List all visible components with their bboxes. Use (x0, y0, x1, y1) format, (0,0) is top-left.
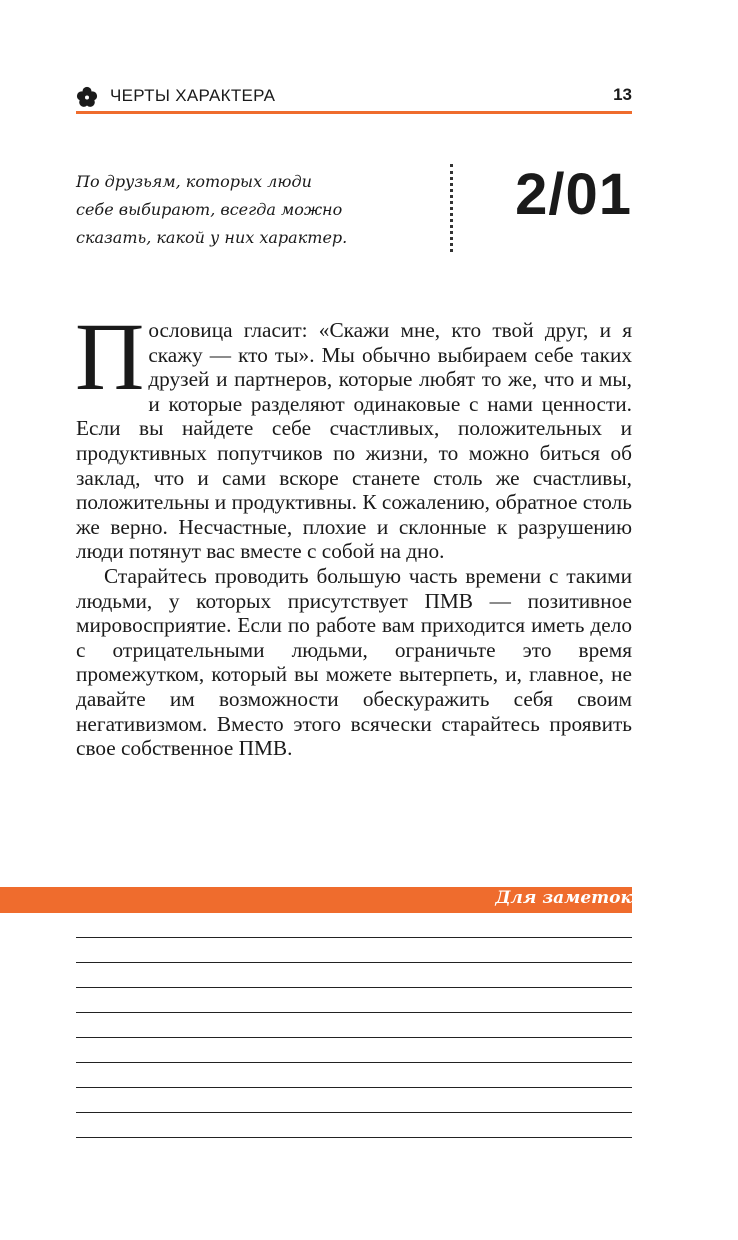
body-text (75, 303, 632, 761)
paragraph-1-text: ословица гласит: «Скажи мне, кто твой друг, и я скажу — кто ты». Мы обычно выбираем себе таких друзей и партнеров, которые любят то же, что и мы, и которые разделяют одинаковые с нами ценности. Если вы найдете себе счастливых, положительных и продуктивных попутчиков по жизни, то можно биться об заклад, что и сами вскоре станете столь же счастливы, положительны и продуктивны. К сожалению, обратное столь же верно. Несчастные, плохие и склонные к разрушению люди потянут вас вместе с собой на дно. (76, 318, 632, 564)
item-number: 2/01 (515, 162, 632, 227)
note-line (76, 1012, 632, 1013)
notes-banner (0, 887, 632, 913)
note-line (76, 1137, 632, 1138)
note-line (76, 1062, 632, 1063)
notes-label: Для заметок (495, 888, 632, 908)
header-rule (76, 111, 632, 114)
epigraph (76, 168, 416, 252)
note-line (76, 962, 632, 963)
note-line (76, 1037, 632, 1038)
page-number: 13 (613, 85, 632, 104)
drop-cap: П (75, 303, 145, 410)
paragraph-1 (75, 303, 632, 564)
note-line (76, 1087, 632, 1088)
flower-icon (76, 86, 98, 108)
epigraph-line: себе выбирают, всегда можно (76, 200, 343, 219)
section-title: ЧЕРТЫ ХАРАКТЕРА (110, 86, 276, 105)
note-line (76, 1112, 632, 1113)
paragraph-2: Старайтесь проводить большую часть времени с такими людьми, у которых присутствует ПМВ — позитивное мировосприятие. Если по работе вам приходится иметь дело с отрицательными людьми, ограничьте это время промежутком, который вы можете вытерпеть, и, главное, не давайте им возможности обескуражить себя своим негативизмом. Вместо этого всячески старайтесь проявить свое собственное ПМВ. (76, 563, 632, 761)
page-header (76, 84, 632, 108)
note-line (76, 987, 632, 988)
note-line (76, 937, 632, 938)
epigraph-line: По друзьям, которых люди (76, 172, 312, 191)
epigraph-line: сказать, какой у них характер. (76, 228, 348, 247)
dotted-divider (450, 164, 453, 252)
